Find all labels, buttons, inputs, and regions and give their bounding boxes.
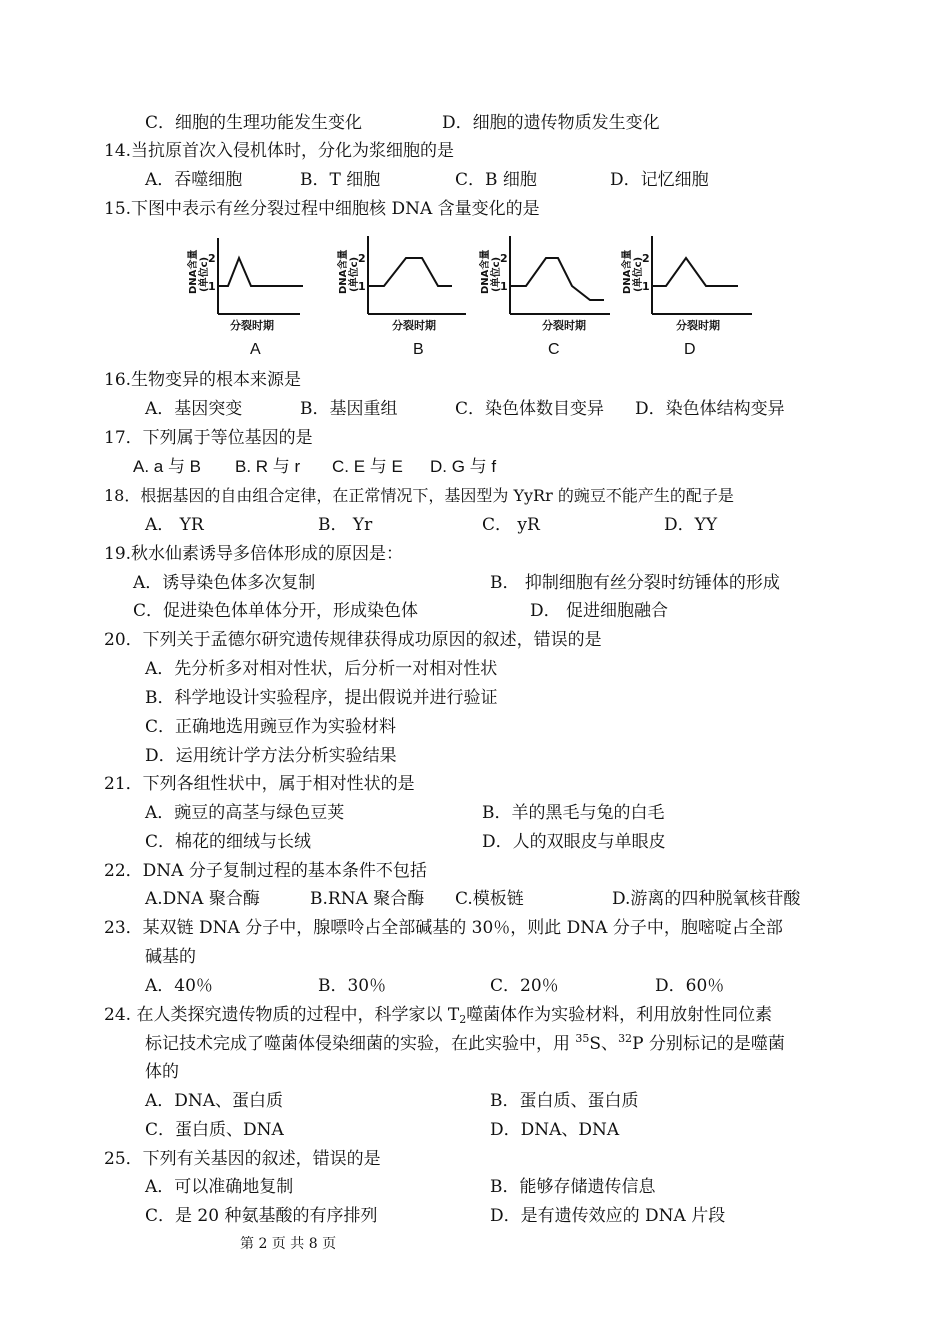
dna-content-line bbox=[652, 258, 738, 286]
q14-option-b: B．T 细胞 bbox=[300, 170, 381, 190]
y-tick-label-2: 2 bbox=[358, 252, 366, 265]
q16-option-d: D．染色体结构变异 bbox=[635, 399, 785, 419]
graph-a-content bbox=[218, 238, 303, 314]
q13-option-d: D．细胞的遗传物质发生变化 bbox=[442, 113, 660, 133]
graph-d bbox=[610, 232, 755, 337]
q14-option-a: A．吞噬细胞 bbox=[145, 170, 243, 190]
q18-option-b: B． Yr bbox=[318, 515, 373, 535]
y-axis-label: DNA含量 bbox=[622, 249, 633, 294]
q18-option-c: C． yR bbox=[482, 515, 540, 535]
graph-caption-a: A bbox=[250, 341, 261, 358]
q25-stem: 25．下列有关基因的叙述，错误的是 bbox=[104, 1149, 381, 1169]
x-axis-label: 分裂时期 bbox=[392, 319, 436, 332]
y-tick-label-2: 2 bbox=[500, 252, 508, 265]
graph-b bbox=[326, 232, 471, 337]
q20-option-b: B．科学地设计实验程序，提出假说并进行验证 bbox=[145, 688, 498, 708]
q17-stem: 17．下列属于等位基因的是 bbox=[104, 428, 313, 448]
graph-d-svg bbox=[610, 232, 755, 332]
q17-option-d: D. G 与 f bbox=[430, 457, 497, 476]
q17-option-a: A. a 与 B bbox=[133, 457, 202, 476]
q24-stem-line3: 体的 bbox=[145, 1062, 179, 1082]
q24-option-a: A．DNA、蛋白质 bbox=[145, 1091, 284, 1111]
q23-stem-line2: 碱基的 bbox=[145, 947, 196, 967]
q14-option-c: C．B 细胞 bbox=[455, 170, 537, 190]
q19-option-a: A．诱导染色体多次复制 bbox=[133, 573, 316, 593]
q13-option-c: C．细胞的生理功能发生变化 bbox=[145, 113, 363, 133]
y-axis-unit: (单位c) bbox=[491, 256, 502, 292]
q24-option-b: B．蛋白质、蛋白质 bbox=[490, 1091, 639, 1111]
dna-content-line bbox=[368, 258, 452, 286]
q20-stem: 20．下列关于孟德尔研究遗传规律获得成功原因的叙述，错误的是 bbox=[104, 630, 602, 650]
y-axis-unit: (单位c) bbox=[199, 256, 210, 292]
q18-option-d: D．YY bbox=[664, 515, 718, 535]
q19-stem: 19.秋水仙素诱导多倍体形成的原因是： bbox=[104, 544, 404, 564]
graph-b-content bbox=[368, 236, 466, 314]
q25-option-c: C．是 20 种氨基酸的有序排列 bbox=[145, 1206, 378, 1226]
y-axis-label: DNA含量 bbox=[338, 249, 349, 294]
q18-option-a: A． YR bbox=[145, 515, 204, 535]
y-tick-label-1: 1 bbox=[358, 280, 366, 293]
q21-option-c: C．棉花的细绒与长绒 bbox=[145, 832, 312, 852]
y-axis-unit: (单位c) bbox=[349, 256, 360, 292]
y-tick-label-2: 2 bbox=[642, 252, 650, 265]
q23-option-d: D．60％ bbox=[655, 976, 725, 996]
q22-option-b: B.RNA 聚合酶 bbox=[310, 889, 425, 909]
dna-content-line bbox=[218, 258, 303, 286]
y-axis-unit: (单位c) bbox=[633, 256, 644, 292]
q16-option-a: A．基因突变 bbox=[145, 399, 243, 419]
q24-stem-line2: 标记技术完成了噬菌体侵染细菌的实验，在此实验中，用 $^{35}$S、$^{32}$P 分别标记的是噬菌 bbox=[145, 1032, 785, 1054]
q25-option-d: D．是有遗传效应的 DNA 片段 bbox=[490, 1206, 726, 1226]
q22-option-c: C.模板链 bbox=[455, 889, 524, 909]
dna-content-line bbox=[510, 258, 604, 300]
y-tick-label-2: 2 bbox=[208, 252, 216, 265]
q21-option-d: D．人的双眼皮与单眼皮 bbox=[482, 832, 666, 852]
q15-stem: 15.下图中表示有丝分裂过程中细胞核 DNA 含量变化的是 bbox=[104, 199, 540, 219]
q22-option-a: A.DNA 聚合酶 bbox=[145, 889, 260, 909]
q18-stem: 18．根据基因的自由组合定律，在正常情况下，基因型为 YyRr 的豌豆不能产生的配子是 bbox=[104, 486, 734, 505]
q20-option-c: C．正确地选用豌豆作为实验材料 bbox=[145, 717, 397, 737]
graph-d-content bbox=[652, 236, 752, 314]
q24-option-c: C．蛋白质、DNA bbox=[145, 1120, 284, 1140]
y-axis-label: DNA含量 bbox=[188, 249, 199, 294]
q21-option-a: A．豌豆的高茎与绿色豆荚 bbox=[145, 803, 345, 823]
q16-stem: 16.生物变异的根本来源是 bbox=[104, 370, 302, 390]
graph-a bbox=[178, 232, 303, 337]
y-tick-label-1: 1 bbox=[500, 280, 508, 293]
page-footer: 第 2 页 共 8 页 bbox=[240, 1236, 337, 1252]
q19-option-d: D． 促进细胞融合 bbox=[530, 601, 669, 621]
q20-option-d: D．运用统计学方法分析实验结果 bbox=[145, 746, 397, 766]
q21-stem: 21．下列各组性状中，属于相对性状的是 bbox=[104, 774, 415, 794]
q25-option-a: A．可以准确地复制 bbox=[145, 1177, 294, 1197]
q19-option-b: B． 抑制细胞有丝分裂时纺锤体的形成 bbox=[490, 573, 780, 593]
q16-option-b: B．基因重组 bbox=[300, 399, 398, 419]
q23-option-a: A．40％ bbox=[145, 976, 213, 996]
graph-a-svg bbox=[178, 232, 303, 332]
y-tick-label-1: 1 bbox=[208, 280, 216, 293]
q19-option-c: C．促进染色体单体分开，形成染色体 bbox=[133, 601, 419, 621]
q16-option-c: C．染色体数目变异 bbox=[455, 399, 605, 419]
graph-caption-b: B bbox=[413, 341, 424, 358]
q25-option-b: B．能够存储遗传信息 bbox=[490, 1177, 656, 1197]
q14-option-d: D．记忆细胞 bbox=[610, 170, 709, 190]
graph-c bbox=[478, 232, 618, 337]
graph-caption-c: C bbox=[548, 341, 560, 358]
q22-option-d: D.游离的四种脱氧核苷酸 bbox=[612, 889, 801, 909]
q17-option-b: B. R 与 r bbox=[235, 457, 301, 476]
y-axis-label: DNA含量 bbox=[480, 249, 491, 294]
q23-stem-line1: 23．某双链 DNA 分子中，腺嘌呤占全部碱基的 30％，则此 DNA 分子中，胞嘧啶占全部 bbox=[104, 918, 783, 938]
q22-stem: 22．DNA 分子复制过程的基本条件不包括 bbox=[104, 861, 427, 881]
graph-c-content bbox=[510, 236, 610, 314]
q23-option-b: B．30％ bbox=[318, 976, 387, 996]
q24-option-d: D．DNA、DNA bbox=[490, 1120, 620, 1140]
q14-stem: 14.当抗原首次入侵机体时，分化为浆细胞的是 bbox=[104, 141, 455, 161]
graph-c-svg bbox=[478, 232, 618, 332]
q21-option-b: B．羊的黑毛与兔的白毛 bbox=[482, 803, 665, 823]
x-axis-label: 分裂时期 bbox=[676, 319, 720, 332]
graph-b-svg bbox=[326, 232, 471, 332]
q17-option-c: C. E 与 E bbox=[332, 457, 403, 476]
q24-stem-line1: 24. 在人类探究遗传物质的过程中，科学家以 $T_2$噬菌体作为实验材料，利用放射性同位素 bbox=[104, 1005, 773, 1026]
x-axis-label: 分裂时期 bbox=[542, 319, 586, 332]
y-tick-label-1: 1 bbox=[642, 280, 650, 293]
q20-option-a: A．先分析多对相对性状，后分析一对相对性状 bbox=[145, 659, 498, 679]
q23-option-c: C．20％ bbox=[490, 976, 559, 996]
graph-caption-d: D bbox=[684, 341, 696, 358]
x-axis-label: 分裂时期 bbox=[230, 319, 274, 332]
